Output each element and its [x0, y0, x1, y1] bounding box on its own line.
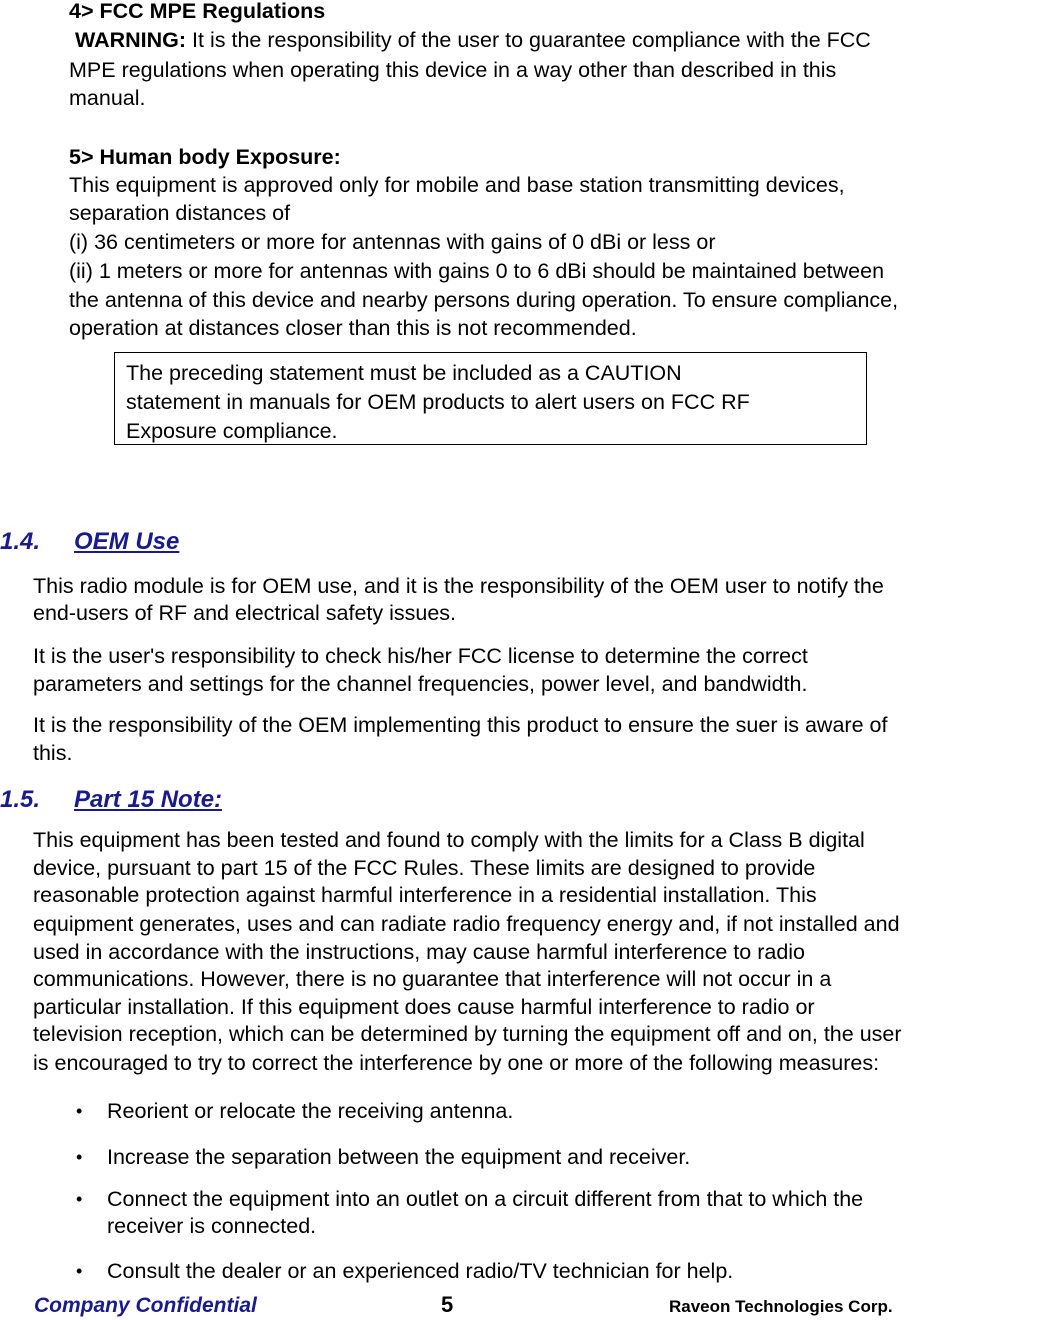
bullet-item: Reorient or relocate the receiving antenna.	[107, 1099, 514, 1123]
part15-line: device, pursuant to part 15 of the FCC Rules. These limits are designed to provide	[33, 856, 816, 880]
human-exposure-line: (ii) 1 meters or more for antennas with gains 0 to 6 dBi should be maintained between	[69, 259, 885, 283]
warning-text-line-2: MPE regulations when operating this device in a way other than described in this	[69, 58, 837, 82]
human-exposure-line: operation at distances closer than this is not recommended.	[69, 316, 637, 340]
oem-paragraph-line: It is the responsibility of the OEM implementing this product to ensure the suer is aware of	[33, 713, 888, 737]
bullet-item: Increase the separation between the equipment and receiver.	[107, 1145, 691, 1169]
oem-paragraph-line: end-users of RF and electrical safety issues.	[33, 601, 457, 625]
bullet-icon: •	[76, 1189, 83, 1209]
section-number-oem: 1.4.	[0, 528, 41, 555]
oem-paragraph-line: It is the user's responsibility to check his/her FCC license to determine the correct	[33, 644, 808, 668]
caution-line: The preceding statement must be included as a CAUTION	[126, 361, 682, 385]
bullet-icon: •	[76, 1147, 83, 1167]
fcc-mpe-heading: 4> FCC MPE Regulations	[69, 0, 326, 23]
human-exposure-line: (i) 36 centimeters or more for antennas with gains of 0 dBi or less or	[69, 230, 716, 254]
bullet-icon: •	[76, 1101, 83, 1121]
bullet-icon: •	[76, 1261, 83, 1281]
part15-line: equipment generates, uses and can radiate radio frequency energy and, if not installed and	[33, 912, 900, 936]
bullet-item: Consult the dealer or an experienced radio/TV technician for help.	[107, 1259, 734, 1283]
warning-label: WARNING:	[75, 28, 187, 52]
fcc-mpe-warning-line	[69, 27, 871, 54]
part15-line: particular installation. If this equipment does cause harmful interference to radio or	[33, 995, 815, 1019]
caution-box	[114, 352, 867, 445]
part15-line: reasonable protection against harmful interference in a residential installation. This	[33, 883, 817, 907]
part15-line: communications. However, there is no guarantee that interference will not occur in a	[33, 967, 832, 991]
section-title-oem: OEM Use	[74, 528, 180, 555]
bullet-item-continuation: receiver is connected.	[107, 1214, 317, 1238]
warning-text: It is the responsibility of the user to guarantee compliance with the FCC	[186, 28, 871, 52]
footer-page-number: 5	[441, 1292, 454, 1317]
part15-line: television reception, which can be determined by turning the equipment off and on, the user	[33, 1022, 902, 1046]
part15-line: is encouraged to try to correct the interference by one or more of the following measures:	[33, 1051, 880, 1075]
footer-company-confidential: Company Confidential	[34, 1294, 257, 1317]
human-exposure-heading: 5> Human body Exposure:	[69, 145, 341, 169]
bullet-item: Connect the equipment into an outlet on a circuit different from that to which the	[107, 1187, 864, 1211]
part15-line: used in accordance with the instructions, may cause harmful interference to radio	[33, 940, 806, 964]
human-exposure-line: the antenna of this device and nearby persons during operation. To ensure compliance,	[69, 288, 899, 312]
warning-text-line-3: manual.	[69, 86, 146, 110]
part15-line: This equipment has been tested and found to comply with the limits for a Class B digital	[33, 828, 865, 852]
caution-line: Exposure compliance.	[126, 419, 338, 443]
section-title-part15: Part 15 Note:	[74, 786, 223, 813]
footer-company-name: Raveon Technologies Corp.	[669, 1297, 893, 1316]
human-exposure-line: separation distances of	[69, 201, 291, 225]
caution-line: statement in manuals for OEM products to alert users on FCC RF	[126, 390, 750, 414]
human-exposure-line: This equipment is approved only for mobile and base station transmitting devices,	[69, 173, 845, 197]
section-number-part15: 1.5.	[0, 786, 41, 813]
oem-paragraph-line: parameters and settings for the channel frequencies, power level, and bandwidth.	[33, 672, 808, 696]
oem-paragraph-line: this.	[33, 741, 73, 765]
oem-paragraph-line: This radio module is for OEM use, and it is the responsibility of the OEM user to notify the	[33, 574, 884, 598]
